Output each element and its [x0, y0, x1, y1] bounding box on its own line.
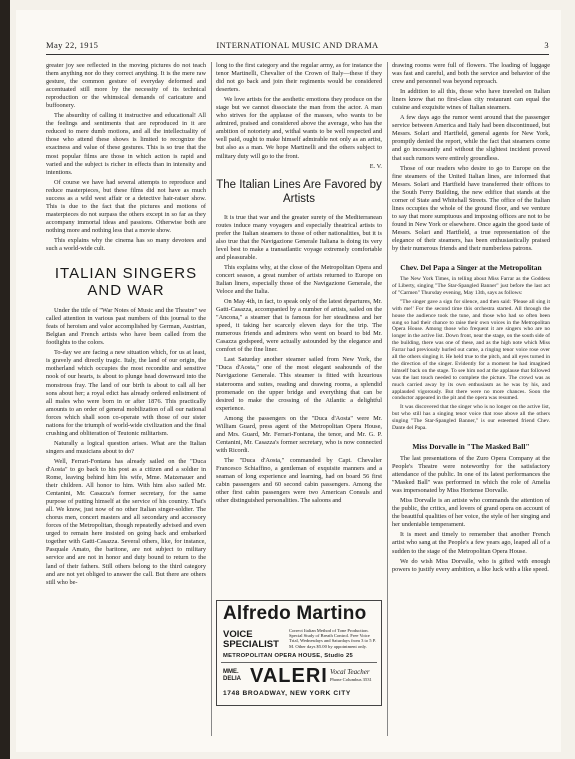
paragraph: It is meet and timely to remember that another French artist who sang at the People's a few years ago, leaped all of a sudden to the stage of the Metropolitan Opera House. — [392, 531, 550, 555]
paragraph: It is true that war and the greater surety of the Mediterranean routes induce many voyagers and especially theatrical artists to prefer the Italian steamers to those of other nationalities, but it is also true that the Navigazione Generale Italiana is doing its very level best to make a transatlantic voyage extremely comfortable and pleasurable. — [216, 213, 382, 261]
paragraph: drawing rooms were full of flowers. The loading of luggage was fast and careful, and both the service and behavior of the crew and personnel was beyond reproach. — [392, 62, 550, 86]
paragraph: A few days ago the rumor went around that the passenger service between America and Italy had been discontinued, but Messrs. Solari and Hartfield, general agents for New York, promptly denied the report, while the fact that steamers come and go incessantly and without the slightest incident proved that such rumors were entirely groundless. — [392, 114, 550, 162]
header-date: May 22, 1915 — [46, 40, 99, 50]
ad-vocal-teacher: Vocal Teacher — [330, 668, 370, 676]
paragraph: "The singer gave a sign for silence, and then said: 'Please all sing it with me!' For the second time this orchestra started. All through the house the audience took the tune, and those who had so often been sung so had their chance to raise their own voices in the Metropolitan Opera House. Among those who frequent it are singers who are no longer in the active list. Down front, near the stage, on the south side of the building, there was one of these, and as the high note which Miss Farrar had previously hurled out came, a ringing tenor voice rose over all the others singing it. He held true to the pitch, and all eyes turned in the direction of the singer. Evidently for a moment he had imagined himself back on the stage. To see him nod at the applause that followed was the last touch needed to complete the picture. The crowd was as much carried away by its own enthusiasm as he was by his, and applauded vigorously. But there were no more chances. Soon the conductor appeared in the pit and the opera was resumed. — [392, 298, 550, 402]
ad-phone: Phone Columbus 3531 — [330, 677, 372, 682]
ad-address-broadway: 1748 BROADWAY, NEW YORK CITY — [223, 690, 351, 697]
heading-italian-singers: ITALIAN SINGERS AND WAR — [54, 265, 198, 300]
ad-divider — [221, 662, 377, 663]
ad-voice: VOICE — [223, 629, 253, 640]
paragraph: This explains why, at the close of the Metropolitan Opera and concert season, a great number of artists returned to Europe on Italian liners, especially those of the Navigazione Generale, the Veloce and the Italia. — [216, 263, 382, 295]
ad-name: Alfredo Martino — [223, 603, 367, 624]
paragraph: Last Saturday another steamer sailed from New York, the "Duca d'Aosta," one of the most elegant seahounds of the Navigazione Generale. This steamer is fitted with luxurious staterooms and suites, reading and drawing rooms, a splendid promenade on the upper bridge and everything that can be desired to make the crossing of the Atlantic a delightful experience. — [216, 356, 382, 412]
scan-edge — [0, 0, 10, 759]
paragraph: long to the first category and the regular army, as for instance the tenor Martinelli, Chevalier of the Crown of Italy—these if they did not go back and join their regiments would be considered deserters. — [216, 62, 382, 94]
paragraph: Among the passengers on the "Duca d'Aosta" were Mr. William Guard, press agent of the Metropolitan Opera House, and Mrs. Guard, Mr. Ferrari-Fontana, the tenor, and Mr. G. P. Centanini, Mr. Casazza's former secretary, who is now connected with Ricordi. — [216, 414, 382, 454]
page-header — [46, 40, 549, 54]
paragraph: Well, Ferrari-Fontana has already sailed on the "Duca d'Aosta" to go back to his post as a citizen and a soldier in Rome, leaving behind him his wife, Mme. Matzenauer and their children. All honor to him. With him also sailed Mr. Centanini, Mr. Casazza's former secretary, for the same purpose of putting himself at the service of his country. That's all. We know, just now of no other Italian singer-soldier. The chorus men, concert masters and all secondary and accessory forces of the Metropolitan, though repeatedly advised and even urged to remain here insisted on going back and embarked together with Gatti-Casazza. Several others, like, for instance, Pasquale Amato, the baritone, are not subject to military service and are not in honor and duty bound to return to the land of their fathers. Still others belong to the third category and are not yet obliged to answer the call. But there are others still who be- — [46, 457, 206, 586]
column-divider — [387, 62, 388, 736]
ad-delia: DELIA — [223, 676, 241, 682]
paragraph: In addition to all this, those who have traveled on Italian liners know that no first-class city restaurant can equal the cuisine and exquisite wines of Italian steamers. — [392, 88, 550, 112]
paragraph: The New York Times, in telling about Miss Farrar as the Goddess of Liberty, singing "The Star-Spangled Banner" just before the last act of "Carmen" Thursday evening, May 13th, says as follows: — [392, 276, 550, 296]
heading-dorvalle: Miss Dorvalle in "The Masked Ball" — [412, 442, 530, 452]
ad-mme-delia — [223, 669, 241, 683]
paragraph: Of course we have had several attempts to reproduce and reduce masterpieces, but these films did not have as much success as a wild west affair or a detective hair-raiser show. This is due to the fact that the pictures and motions of masterpieces do not surpass the others except in so far as they accompany immortal ideas and passions. Otherwise both are nothing more and nothing less that a movie show. — [46, 178, 206, 234]
paragraph: To-day we are facing a new situation which, for us at least, is gravely and directly tragic. Italy, the land of our origin, the motherland which occupies the most recondite and sensitive nook of our hearts, is about to plunge head downward into the monstrous fray. The land of our birth is about to call all her sons about her; a royal edict has already ordered enlistment of all males who were born in or after 1876. This practically amounts to an order of general mobilization of all our national forces which shall soon co-operate with those of our sister nations for the triumph of world-wide civilization and the final crushing and obliteration of Teutonic militarism. — [46, 349, 206, 437]
paragraph: On May 4th, in fact, to speak only of the latest departures, Mr. Gatti-Casazza, accompanied by a number of artists, sailed on the "Ancona," a steamer that is famous for her steadiness and her speed, it taking her scarcely eleven days for the trip. The numerous friends and admirers who went on board to bid Mr. Casazza godspeed, were actually astounded by the elegance and comfort of the fine liner. — [216, 298, 382, 354]
paragraph: greater joy see reflected in the moving pictures do not teach them anything nor do they correct anything. It is the mere raw gesture, the common gesture of everyday deformed and accentuated still more by the necessity of its technical reproduction or the whimsical demands of caricature and buffoonery. — [46, 62, 206, 110]
signature: E. V. — [369, 162, 382, 170]
ad-mme: MME. — [223, 669, 239, 675]
del-papa-article — [392, 276, 550, 432]
paragraph: Naturally a logical question arises. What are the Italian singers and musicians about to do? — [46, 439, 206, 455]
paragraph: We love artists for the aesthetic emotions they produce on the stage but we cannot dissociate the man from the actor. A man who strives for the applause of the masses, who wants to be admired, praised and considered above the average, who has the ambition of notoriety and, withal wants to be well respected and well paid, ought to make himself admirable not only as an artist, but also as a man. We hope Martinelli and the others subject to military duty will go to the front. — [216, 96, 382, 160]
paragraph: This explains why the cinema has so many devotees and such a world-wide cult. — [46, 236, 206, 253]
header-title: INTERNATIONAL MUSIC AND DRAMA — [216, 40, 379, 50]
advertisement — [216, 600, 382, 706]
paragraph: It was discovered that the singer who is no longer on the active list, but who still has a singing tenor voice that rose above all the others singing "The Star-Spangled Banner," is our esteemed friend Chev. Dante del Papa. — [392, 404, 550, 432]
ad-valeri: VALERI — [250, 665, 328, 687]
column-divider — [211, 62, 212, 736]
ad-description: Correct Italian Method of Tone Production. Special Study of Breath Control. Free Voice Trial, Wednesdays and Saturdays from 3 to 5 P. M. Other days $5.00 by appointment only. — [289, 628, 376, 649]
paragraph: Those of our readers who desire to go to Europe on the fine steamers of the United Italian lines, are informed that Messrs. Solari and Hartfield have transferred their offices to the South Ferry Building, the new edifice that stands at the corner of State and Whitehall Streets. The office of the Italian lines occupies the whole of the ground floor, and we venture to say that more sumptuous and imposing offices are not to be found in New York or elsewhere. Once again the good taste of Messrs. Solari and Hartfield, a true representation of the elegance of their steamers, has been enthusiastically praised by their numerous friends and their numberless patrons. — [392, 164, 550, 253]
ad-specialist: SPECIALIST — [223, 639, 279, 650]
paragraph: The absurdity of calling it instructive and educational! All the feelings and sentiments that are reproduced in it are reduced to mere dumb motions, and all the intellectuality of those who attend these shows is limited to recognize the exactness and value of these gestures. This is so true that the most popular films are those in which action is rapid and varied and the subject is richer in effects than in intensity and intentions. — [46, 112, 206, 176]
header-rule — [46, 54, 549, 55]
column-3 — [392, 62, 550, 576]
heading-del-papa: Chev. Del Papa a Singer at the Metropolitan — [400, 263, 542, 273]
column-2 — [216, 62, 382, 507]
paragraph: The "Duca d'Aosta," commanded by Capt. Chevalier Francesco Schiaffino, a gentleman of exquisite manners and a seaman of long experience and learning, had on board 56 first cabin passengers and 60 second cabin passengers. Among the other first cabin passengers were two American Consuls and other distinguished personalities. The saloons and — [216, 456, 382, 505]
heading-italian-lines: The Italian Lines Are Favored by Artists — [216, 178, 382, 205]
ad-voice-specialist — [223, 630, 279, 650]
paragraph: Under the title of "War Notes of Music and the Theatre" we called attention in various past numbers of this journal to the feats of heroism and valor accomplished by German, Austrian, Belgian and French artists who have been called from the footlights to the colors. — [46, 307, 206, 347]
paragraph: The last presentations of the Zuro Opera Company at the People's Theatre were noteworthy for the satisfactory attendance of the public. In one of its latest performances the "Masked Ball" was performed in which the role of Amelia was impersonated by Miss Hortense Dorvalle. — [392, 455, 550, 495]
column-1 — [46, 62, 206, 589]
paragraph: Miss Dorvalle is an artiste who commands the attention of the public, the critics, and lovers of grand opera on account of the beautiful qualities of her voice, the style of her singing and her undeniable temperament. — [392, 497, 550, 529]
newspaper-page — [16, 10, 561, 752]
page-number: 3 — [544, 40, 549, 50]
ad-address: METROPOLITAN OPERA HOUSE, Studio 25 — [223, 653, 353, 659]
paragraph: We do wish Miss Dorvalle, who is gifted with enough powers to justify every ambition, a like luck with a like speed. — [392, 557, 550, 573]
